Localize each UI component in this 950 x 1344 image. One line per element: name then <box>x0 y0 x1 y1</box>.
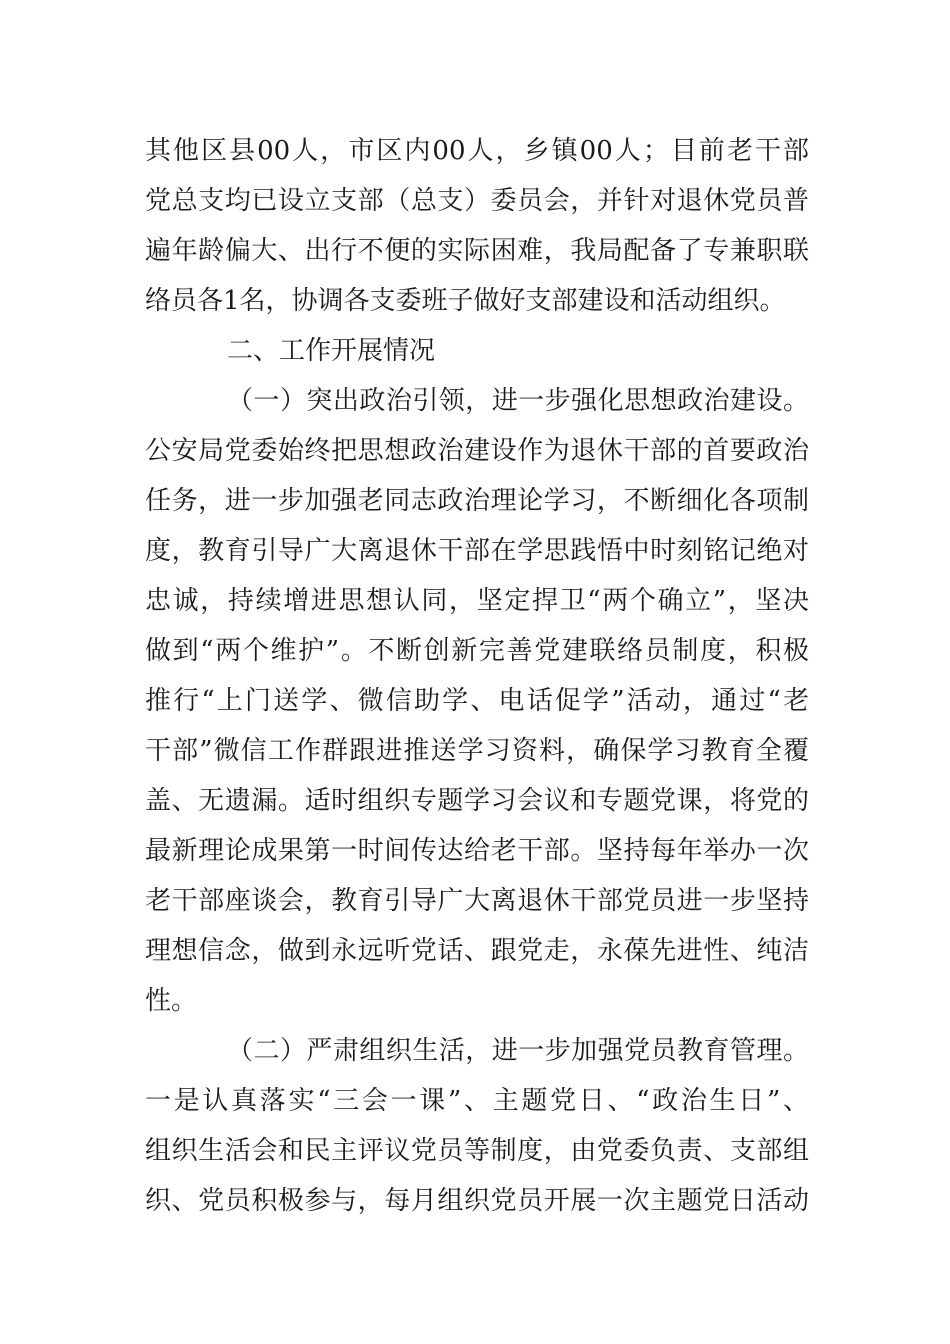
subsection-heading: （一）突出政治引领，进一步强化思想政治建设。 <box>227 386 809 416</box>
body-text-line: 最新理论成果第一时间传达给老干部。坚持每年举办一次 <box>145 836 809 866</box>
body-text-line: 织、党员积极参与，每月组织党员开展一次主题党日活动 <box>145 1186 809 1216</box>
body-text-line: 忠诚，持续增进思想认同，坚定捍卫“两个确立”，坚决 <box>145 586 809 616</box>
body-text-line: 一是认真落实“三会一课”、主题党日、“政治生日”、 <box>145 1086 809 1116</box>
body-text-line: 理想信念，做到永远听党话、跟党走，永葆先进性、纯洁 <box>145 936 809 966</box>
body-text-line: 任务，进一步加强老同志政治理论学习，不断细化各项制 <box>145 486 809 516</box>
body-text-line: 干部”微信工作群跟进推送学习资料，确保学习教育全覆 <box>145 736 809 766</box>
body-text-line: 老干部座谈会，教育引导广大离退休干部党员进一步坚持 <box>145 886 809 916</box>
body-text-line: 盖、无遗漏。适时组织专题学习会议和专题党课，将党的 <box>145 786 809 816</box>
body-text-line: 党总支均已设立支部（总支）委员会，并针对退休党员普 <box>145 186 809 216</box>
body-text-line: 性。 <box>145 986 198 1016</box>
body-text-line: 度，教育引导广大离退休干部在学思践悟中时刻铭记绝对 <box>145 536 809 566</box>
body-text-line: 公安局党委始终把思想政治建设作为退休干部的首要政治 <box>145 436 809 466</box>
body-text-line: 其他区县00人，市区内00人，乡镇00人；目前老干部 <box>145 136 809 166</box>
body-text-line: 做到“两个维护”。不断创新完善党建联络员制度，积极 <box>145 636 809 666</box>
body-text-line: 组织生活会和民主评议党员等制度，由党委负责、支部组 <box>145 1136 809 1166</box>
section-heading: 二、工作开展情况 <box>227 336 436 366</box>
body-text-line: 推行“上门送学、微信助学、电话促学”活动，通过“老 <box>145 686 809 716</box>
body-text-line: 络员各1名，协调各支委班子做好支部建设和活动组织。 <box>145 286 786 316</box>
subsection-heading: （二）严肃组织生活，进一步加强党员教育管理。 <box>227 1036 809 1066</box>
body-text-line: 遍年龄偏大、出行不便的实际困难，我局配备了专兼职联 <box>145 236 809 266</box>
